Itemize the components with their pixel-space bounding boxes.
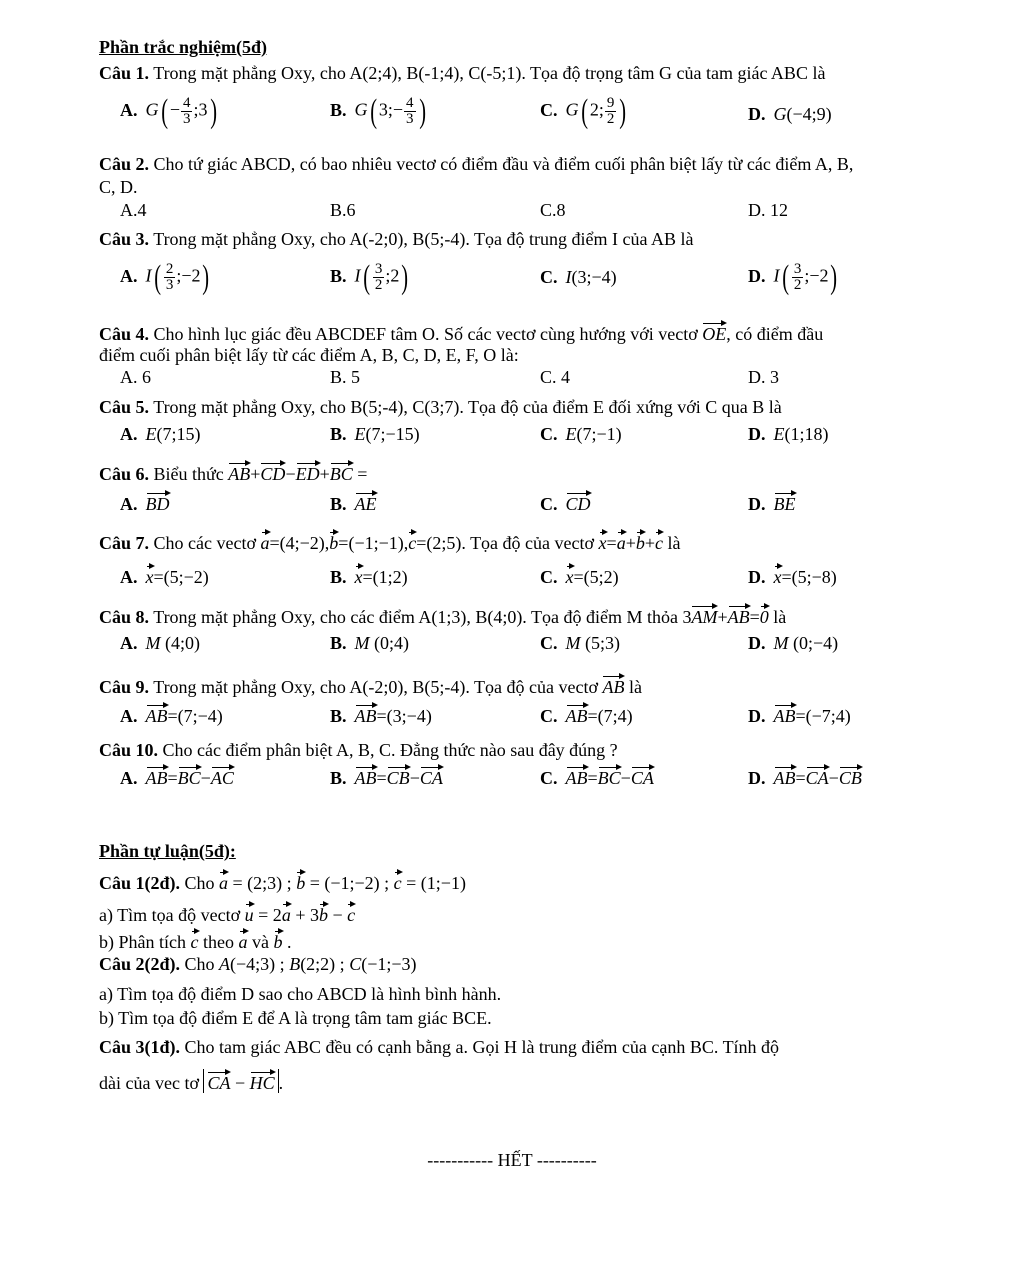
q5-option-a: A. E(7;15): [120, 424, 201, 444]
q9-option-a: A. AB=(7;−4): [120, 702, 223, 727]
vector-OE: OE: [702, 320, 726, 342]
question-text-end: là: [667, 533, 681, 553]
q6-option-a: A. BD: [120, 490, 170, 515]
q9-option-d: D. AB=(−7;4): [748, 702, 851, 727]
question-label: Câu 9.: [99, 677, 150, 697]
essay-1: Câu 1(2đ). Cho a = (2;3) ; b = (−1;−2) ; c = (1;−1): [99, 869, 466, 894]
question-text: Cho tam giác ABC đều có cạnh bằng a. Gọi H là trung điểm của cạnh BC. Tính độ: [184, 1037, 780, 1057]
question-label: Câu 4.: [99, 324, 150, 344]
q10-option-c: C. AB=BC−CA: [540, 764, 654, 789]
q10-option-b: B. AB=CB−CA: [330, 764, 443, 789]
question-text: Trong mặt phẳng Oxy, cho A(-2;0), B(5;-4). Tọa độ trung điểm I của AB là: [153, 229, 694, 249]
q2-option-c: C.8: [540, 200, 566, 220]
q10-option-a: A. AB=BC−AC: [120, 764, 234, 789]
question-text: Biểu thức: [153, 464, 224, 484]
question-text-cont: dài của vec tơ: [99, 1073, 199, 1093]
question-label: Câu 3(1đ).: [99, 1037, 181, 1057]
question-text: Cho: [184, 873, 215, 893]
q5-option-c: C. E(7;−1): [540, 424, 622, 444]
q2-option-b: B.6: [330, 200, 356, 220]
essay-1b-text: b) Phân tích: [99, 932, 186, 952]
question-4-cont: điểm cuối phân biệt lấy từ các điểm A, B, C, D, E, F, O là:: [99, 345, 519, 365]
question-2: [99, 153, 853, 175]
question-text: Trong mặt phẳng Oxy, cho các điểm A(1;3), B(4;0). Tọa độ điểm M thỏa: [153, 607, 678, 627]
essay-3: [99, 1036, 779, 1058]
question-text: Trong mặt phẳng Oxy, cho B(5;-4), C(3;7). Tọa độ của điểm E đối xứng với C qua B là: [153, 397, 782, 417]
question-10: [99, 739, 618, 761]
question-label: Câu 10.: [99, 740, 159, 760]
section-title-essay: Phần tự luận(5đ):: [99, 841, 236, 861]
q8-option-b: B. M (0;4): [330, 633, 410, 653]
q3-option-a: A. I( $\frac{2}{3}$ ;−2): [120, 258, 210, 296]
q2-option-d: D. 12: [748, 200, 788, 220]
essay-1b-text3: và: [252, 932, 269, 952]
essay-2a: a) Tìm tọa độ điểm D sao cho ABCD là hình bình hành.: [99, 984, 502, 1004]
essay-3-cont: dài của vec tơ CA − HC .: [99, 1069, 283, 1094]
question-label: Câu 5.: [99, 397, 150, 417]
question-label: Câu 1(2đ).: [99, 873, 181, 893]
question-text-end: là: [628, 677, 642, 697]
question-label: Câu 1.: [99, 63, 150, 83]
question-text-cont: . Tọa độ của vectơ: [461, 533, 595, 553]
question-label: Câu 2(2đ).: [99, 954, 181, 974]
question-7: Câu 7. Cho các vectơ a=(4;−2),b=(−1;−1),c=(2;5). Tọa độ của vectơ x=a+b+c là: [99, 529, 681, 554]
q7-option-d: D. x=(5;−8): [748, 563, 837, 588]
q4-option-d: D. 3: [748, 367, 779, 387]
q1-option-b: B. G( 3;− $\frac{4}{3}$ ): [330, 92, 426, 130]
q1-option-d: D. G(−4;9): [748, 104, 832, 124]
q8-option-a: A. M (4;0): [120, 633, 200, 653]
q5-option-b: B. E(7;−15): [330, 424, 420, 444]
q10-option-d: D. AB=CA−CB: [748, 764, 862, 789]
question-text: Trong mặt phẳng Oxy, cho A(-2;0), B(5;-4). Tọa độ của vectơ: [153, 677, 598, 697]
question-2-cont: C, D.: [99, 177, 138, 197]
q6-option-b: B. AE: [330, 490, 377, 515]
question-5: [99, 396, 782, 418]
question-8: Câu 8. Trong mặt phẳng Oxy, cho các điểm A(1;3), B(4;0). Tọa độ điểm M thỏa 3AM+AB=0 là: [99, 603, 786, 628]
essay-1b-text2: theo: [203, 932, 234, 952]
q2-option-a: A.4: [120, 200, 147, 220]
question-text: Cho: [184, 954, 215, 974]
question-label: Câu 3.: [99, 229, 150, 249]
q9-option-c: C. AB=(7;4): [540, 702, 633, 727]
question-label: Câu 7.: [99, 533, 150, 553]
question-label: Câu 2.: [99, 154, 150, 174]
question-text-end: là: [773, 607, 787, 627]
q3-option-d: D. I( $\frac{3}{2}$ ;−2): [748, 258, 838, 296]
q1-option-a: A. G( − $\frac{4}{3}$ ;3): [120, 92, 217, 130]
essay-1a-text: a) Tìm tọa độ vectơ: [99, 905, 241, 925]
q3-option-b: B. I( $\frac{3}{2}$ ;2): [330, 258, 409, 296]
question-4: [99, 320, 823, 345]
q6-option-c: C. CD: [540, 490, 591, 515]
question-text: Cho các điểm phân biệt A, B, C. Đẳng thức nào sau đây đúng ?: [162, 740, 618, 760]
q4-option-c: C. 4: [540, 367, 571, 387]
q4-option-b: B. 5: [330, 367, 361, 387]
question-label: Câu 8.: [99, 607, 150, 627]
q8-option-c: C. M (5;3): [540, 633, 620, 653]
question-3: [99, 228, 693, 250]
q7-option-b: B. x=(1;2): [330, 563, 408, 588]
q4-option-a: A. 6: [120, 367, 151, 387]
essay-1a: a) Tìm tọa độ vectơ u = 2a + 3b − c: [99, 901, 355, 926]
question-9: Câu 9. Trong mặt phẳng Oxy, cho A(-2;0), B(5;-4). Tọa độ của vectơ AB là: [99, 673, 642, 698]
question-1: [99, 62, 825, 84]
essay-2b: b) Tìm tọa độ điểm E để A là trọng tâm tam giác BCE.: [99, 1008, 492, 1028]
question-text-cont: , có điểm đầu: [726, 324, 824, 344]
q6-option-d: D. BE: [748, 490, 796, 515]
q7-option-a: A. x=(5;−2): [120, 563, 209, 588]
q3-option-c: C. I(3;−4): [540, 267, 617, 287]
question-label: Câu 6.: [99, 464, 150, 484]
question-6: Câu 6. Biểu thức AB+CD−ED+BC =: [99, 460, 367, 485]
q8-option-d: D. M (0;−4): [748, 633, 839, 653]
q5-option-d: D. E(1;18): [748, 424, 829, 444]
question-text: Cho hình lục giác đều ABCDEF tâm O. Số các vectơ cùng hướng với vectơ: [153, 324, 698, 344]
q1-option-c: C. G( 2; $\frac{9}{2}$ ): [540, 92, 627, 130]
essay-1b: b) Phân tích c theo a và b .: [99, 928, 292, 953]
question-text: Trong mặt phẳng Oxy, cho A(2;4), B(-1;4), C(-5;1). Tọa độ trọng tâm G của tam giác ABC là: [153, 63, 826, 83]
section-title-multiple-choice: Phần trắc nghiệm(5đ): [99, 37, 267, 57]
question-text: Cho các vectơ: [153, 533, 256, 553]
end-marker: ----------- HẾT ----------: [427, 1150, 597, 1170]
q7-option-c: C. x=(5;2): [540, 563, 619, 588]
essay-2: Câu 2(2đ). Cho A(−4;3) ; B(2;2) ; C(−1;−3): [99, 954, 417, 974]
q9-option-b: B. AB=(3;−4): [330, 702, 432, 727]
question-text: Cho tứ giác ABCD, có bao nhiêu vectơ có điểm đầu và điểm cuối phân biệt lấy từ các điểm A, B,: [153, 154, 854, 174]
